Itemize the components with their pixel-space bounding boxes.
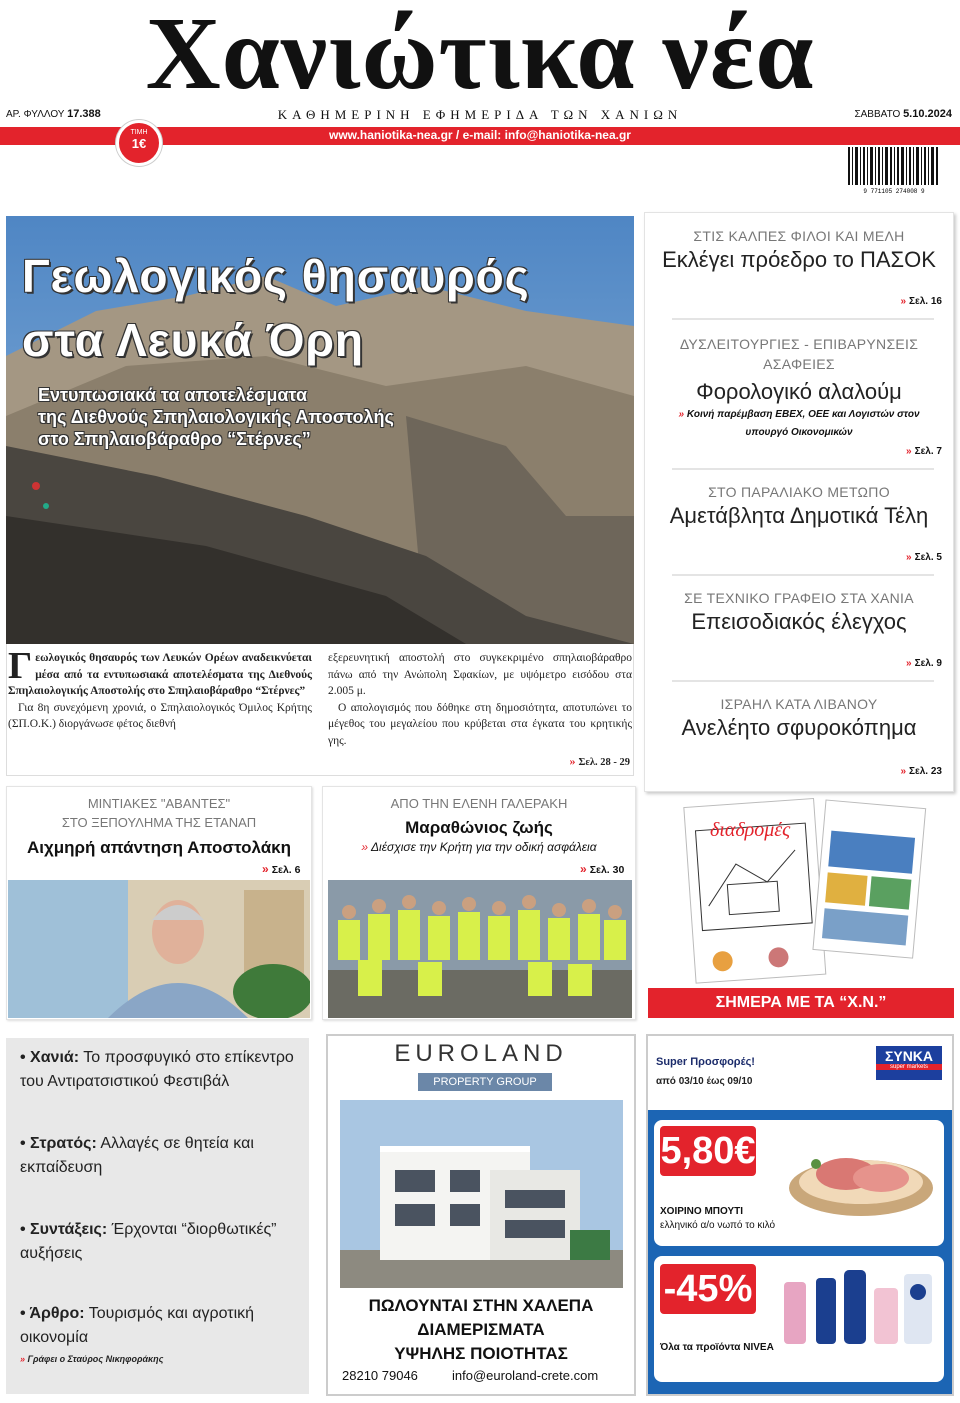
euroland-line2: ΔΙΑΜΕΡΙΣΜΑΤΑ	[417, 1320, 545, 1339]
sidebar-note: » Κοινή παρέμβαση ΕΒΕΧ, ΟΕΕ και Λογιστών στον υπουργό Οικονομικών	[646, 406, 952, 442]
sidebar-page-ref[interactable]: » Σελ. 7	[906, 446, 942, 457]
mid-left-kicker	[6, 794, 312, 832]
divider	[672, 468, 934, 470]
divider	[672, 680, 934, 682]
sidebar-page-ref[interactable]: » Σελ. 16	[900, 296, 942, 307]
divider	[672, 574, 934, 576]
offer-price-nivea: -45%	[660, 1264, 756, 1314]
sidebar-item-tax[interactable]	[646, 334, 952, 442]
sidebar-page-ref[interactable]: » Σελ. 5	[906, 552, 942, 563]
sidebar-item-municipal[interactable]	[646, 482, 952, 530]
mid-right-page-ref[interactable]: » Σελ. 30	[580, 862, 624, 876]
sidebar-headline: Ανελέητο σφυροκόπημα	[681, 715, 917, 740]
tagline: ΚΑΘΗΜΕΡΙΝΗ ΕΦΗΜΕΡΙΔΑ ΤΩΝ ΧΑΝΙΩΝ	[277, 107, 683, 122]
main-headline-line1: Γεωλογικός θησαυρός	[22, 250, 530, 302]
mid-right-headline[interactable]: Μαραθώνιος ζωής	[405, 818, 553, 837]
apartment-building-image	[340, 1100, 623, 1288]
nivea-products-image	[776, 1262, 940, 1348]
main-story-column-1	[8, 645, 312, 733]
portrait-photo	[8, 880, 310, 1018]
main-sub-line3: στο Σπηλαιοβάραθρο “Στέρνες”	[38, 429, 311, 449]
price-label: ΤΙΜΗ	[130, 129, 148, 136]
euroland-line3: ΥΨΗΛΗΣ ΠΟΙΟΤΗΤΑΣ	[394, 1344, 568, 1363]
sidebar-item-israel[interactable]	[646, 694, 952, 742]
synka-logo-sub: super markets	[876, 1064, 942, 1070]
main-sub-line2: της Διεθνούς Σπηλαιολογικής Αποστολής	[38, 407, 394, 427]
brief-item-pensions[interactable]: • Συντάξεις: Έρχονται “διορθωτικές” αυξήσεις	[20, 1221, 277, 1262]
mid-left-kicker-line2: ΣΤΟ ΞΕΠΟΥΛΗΜΑ ΤΗΣ ΕΤΑΝΑΠ	[61, 815, 257, 830]
supplement-name: διαδρομές	[710, 819, 791, 841]
issue-value: 17.388	[67, 108, 101, 120]
sidebar-headline: Εκλέγει πρόεδρο το ΠΑΣΟΚ	[662, 247, 936, 272]
offer-name-pork: ΧΟΙΡΙΝΟ ΜΠΟΥΤΙ	[660, 1206, 744, 1217]
divider	[672, 318, 934, 320]
euroland-phone[interactable]: 28210 79046	[342, 1368, 418, 1383]
brief-item-chania[interactable]: • Χανιά: Το προσφυγικό στο επίκεντρο του Αντιρατσιστικού Φεστιβάλ	[20, 1049, 294, 1090]
mid-right-kicker: ΑΠΟ ΤΗΝ ΕΛΕΝΗ ΓΑΛΕΡΑΚΗ	[390, 796, 568, 811]
brief-label: Συντάξεις:	[30, 1221, 108, 1238]
main-story-column-2	[328, 650, 632, 772]
issue-label: ΑΡ. ΦΥΛΛΟΥ	[6, 109, 65, 120]
synka-logo-text: ΣΥΝΚΑ	[884, 1048, 934, 1064]
brief-label: Άρθρο:	[29, 1305, 85, 1322]
euroland-logo: EUROLAND	[394, 1040, 568, 1067]
website-link[interactable]: www.haniotika-nea.gr / e-mail: info@haniotika-nea.gr	[329, 128, 631, 142]
brief-label: Χανιά:	[30, 1049, 80, 1066]
issue-date	[854, 108, 952, 120]
main-sub-line1: Εντυπωσιακά τα αποτελέσματα	[38, 385, 308, 405]
main-story-body3: Ο απολογισμός που δόθηκε στη δημοσιότητα, αποτυπώνει το μέγεθος του μεγαλείου που κρύβεται στα έγκατα του κρητικής γης.	[328, 701, 632, 747]
sidebar-headline: Αμετάβλητα Δημοτικά Τέλη	[669, 503, 929, 528]
brief-label: Στρατός:	[30, 1135, 97, 1152]
brief-item-army[interactable]: • Στρατός: Αλλαγές σε θητεία και εκπαίδευση	[20, 1135, 254, 1176]
sidebar-item-inspection[interactable]	[646, 588, 952, 636]
main-story-lead: εωλογικός θησαυρός των Λευκών Ορέων αναδεικνύεται μέσα από τα εντυπωσιακά αποτελέσματα της Διεθνούς Σπηλαιολογικής Αποστολής στο Σπηλαιοβάραθρο “Στέρνες”	[8, 652, 312, 697]
main-subheadline	[38, 384, 518, 450]
mid-right-note: » Διέσχισε την Κρήτη για την οδική ασφάλεια	[322, 840, 636, 854]
brief-text: Αλλαγές σε θητεία και εκπαίδευση	[20, 1135, 254, 1176]
price-value: 1€	[131, 136, 147, 151]
pork-meat-image	[786, 1134, 936, 1218]
synka-dates: από 03/10 έως 09/10	[656, 1076, 753, 1087]
brief-item-article[interactable]: • Άρθρο: Τουρισμός και αγροτική οικονομία » Γράφει ο Σταύρος Νικηφοράκης	[20, 1302, 302, 1368]
sidebar-headline: Φορολογικό αλαλούμ	[696, 379, 902, 404]
brief-text: Έρχονται “διορθωτικές” αυξήσεις	[20, 1221, 277, 1262]
supplement-cover-image[interactable]	[648, 794, 950, 990]
sidebar-kicker: ΣΤΙΣ ΚΑΛΠΕΣ ΦΙΛΟΙ ΚΑΙ ΜΕΛΗ	[693, 228, 905, 244]
sidebar-kicker: ΣΕ ΤΕΧΝΙΚΟ ΓΡΑΦΕΙΟ ΣΤΑ ΧΑΝΙΑ	[684, 590, 914, 606]
sidebar-kicker: ΙΣΡΑΗΛ ΚΑΤΑ ΛΙΒΑΝΟΥ	[720, 696, 878, 712]
main-story-page-ref[interactable]: » Σελ. 28 - 29	[328, 753, 630, 772]
main-headline-line2: στα Λευκά Όρη	[22, 314, 365, 366]
euroland-ad-text	[326, 1294, 636, 1366]
brief-text: Τουρισμός και αγροτική οικονομία	[20, 1305, 255, 1346]
issue-date-value: 5.10.2024	[903, 108, 952, 120]
dropcap: Γ	[8, 645, 33, 687]
offer-price-pork: 5,80€	[660, 1126, 756, 1176]
sidebar-item-pasok[interactable]	[646, 226, 952, 274]
runners-group-photo	[328, 880, 632, 1018]
mid-left-page-ref[interactable]: » Σελ. 6	[262, 862, 301, 876]
main-story-body2: εξερευνητική αποστολή στο συγκεκριμένο σπηλαιοβάραθρο πάνω από την Ανώπολη Σφακίων, με υψόμετρο εισόδου στα 2.005 μ.	[328, 652, 632, 697]
supplement-banner[interactable]: ΣΗΜΕΡΑ ΜΕ ΤΑ “Χ.Ν.”	[648, 988, 954, 1018]
brief-author: » Γράφει ο Σταύρος Νικηφοράκης	[20, 1350, 302, 1368]
main-headline[interactable]	[22, 244, 632, 372]
sidebar-headline: Επεισοδιακός έλεγχος	[691, 609, 907, 634]
sidebar-kicker: ΣΤΟ ΠΑΡΑΛΙΑΚΟ ΜΕΤΩΠΟ	[708, 484, 890, 500]
synka-title: Super Προσφορές!	[656, 1056, 755, 1068]
price-badge	[116, 120, 162, 166]
euroland-line1: ΠΩΛΟΥΝΤΑΙ ΣΤΗΝ ΧΑΛΕΠΑ	[368, 1296, 594, 1315]
issue-day: ΣΑΒΒΑΤΟ	[854, 109, 901, 120]
mid-left-kicker-line1: ΜΙΝΤΙΑΚΕΣ "ΑΒΑΝΤΕΣ"	[87, 796, 231, 811]
mid-left-headline[interactable]: Αιχμηρή απάντηση Αποστολάκη	[26, 838, 292, 857]
sidebar-page-ref[interactable]: » Σελ. 23	[900, 766, 942, 777]
barcode-icon	[846, 147, 942, 195]
euroland-email[interactable]: info@euroland-crete.com	[452, 1368, 599, 1383]
barcode-number: 9 771105 274008 9	[863, 188, 925, 195]
offer-desc-pork: ελληνικό α/ο νωπό το κιλό	[660, 1220, 776, 1231]
euroland-sub: PROPERTY GROUP	[418, 1073, 552, 1091]
main-story-body1: Για 8η συνεχόμενη χρονιά, ο Σπηλαιολογικός Όμιλος Κρήτης (ΣΠ.Ο.Κ.) διοργάνωσε φέτος διεθνή	[8, 701, 312, 730]
sidebar-page-ref[interactable]: » Σελ. 9	[906, 658, 942, 669]
offer-name-nivea: Όλα τα προϊόντα NIVEA	[660, 1342, 774, 1353]
synka-logo	[876, 1046, 942, 1080]
sidebar-kicker: ΔΥΣΛΕΙΤΟΥΡΓΙΕΣ - ΕΠΙΒΑΡΥΝΣΕΙΣ ΑΣΑΦΕΙΕΣ	[679, 336, 919, 372]
masthead-title: Χανιώτικα νέα	[145, 0, 815, 111]
brief-text: Το προσφυγικό στο επίκεντρο του Αντιρατσιστικού Φεστιβάλ	[20, 1049, 294, 1090]
